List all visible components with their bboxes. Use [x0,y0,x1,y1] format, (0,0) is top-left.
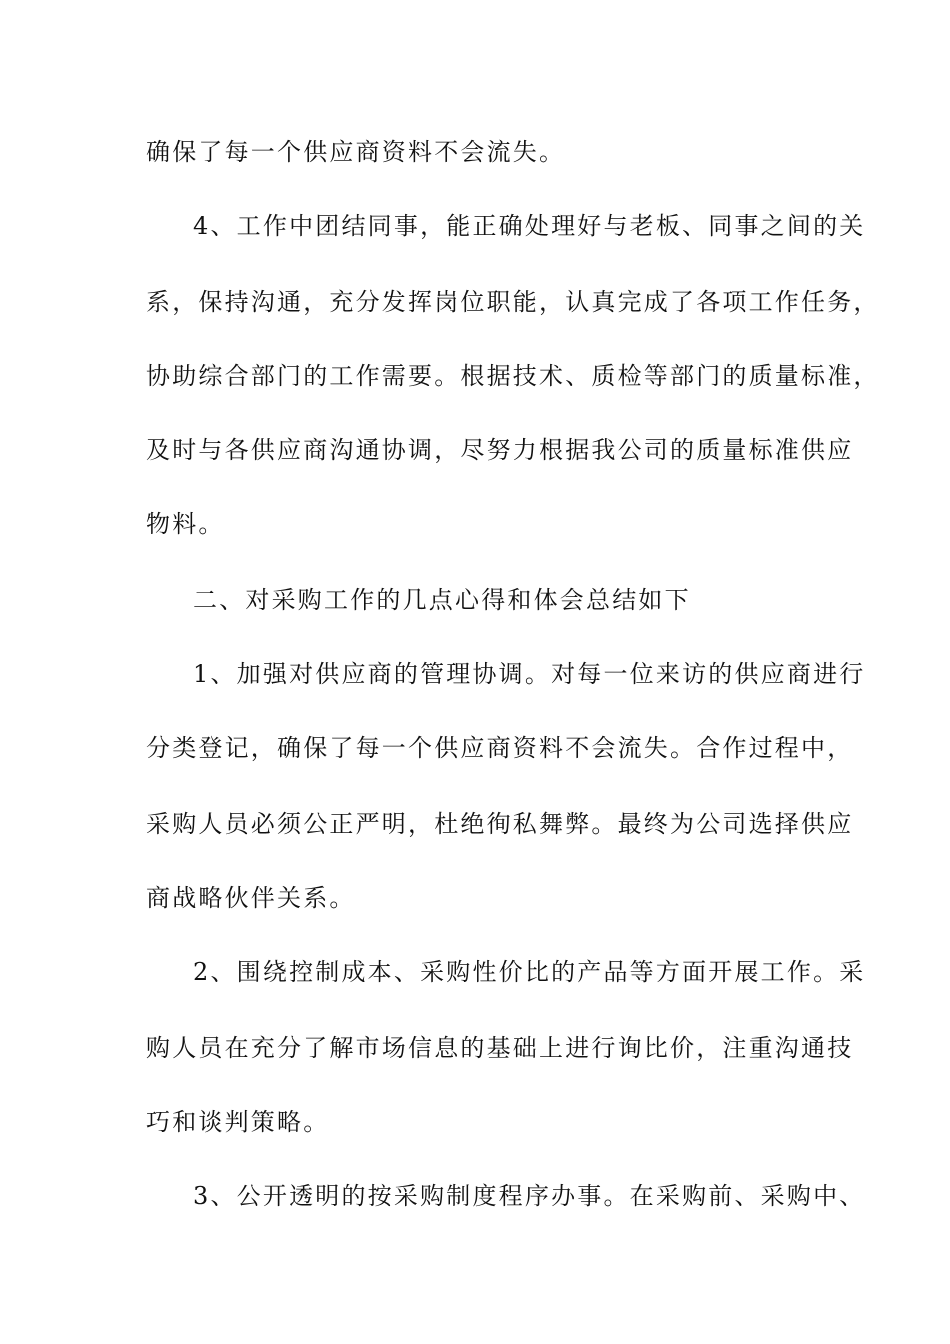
paragraph-3-line-1: 3、公开透明的按采购制度程序办事。在采购前、采购中、 [193,1182,866,1210]
section-heading: 二、对采购工作的几点心得和体会总结如下 [193,586,691,614]
text-line: 购人员在充分了解市场信息的基础上进行询比价，注重沟通技 [146,1034,854,1062]
paragraph-4-line-1: 4、工作中团结同事，能正确处理好与老板、同事之间的关 [193,212,866,240]
paragraph-1-line-1: 1、加强对供应商的管理协调。对每一位来访的供应商进行 [193,660,866,688]
text-line: 商战略伙伴关系。 [146,884,356,912]
text-line: 分类登记，确保了每一个供应商资料不会流失。合作过程中， [146,734,854,762]
text-line: 确保了每一个供应商资料不会流失。 [146,138,566,166]
text-line: 协助综合部门的工作需要。根据技术、质检等部门的质量标准， [146,362,880,390]
text-line: 巧和谈判策略。 [146,1108,330,1136]
paragraph-2-line-1: 2、围绕控制成本、采购性价比的产品等方面开展工作。采 [193,958,866,986]
text-line: 采购人员必须公正严明，杜绝徇私舞弊。最终为公司选择供应 [146,810,854,838]
text-line: 及时与各供应商沟通协调，尽努力根据我公司的质量标准供应 [146,436,854,464]
text-line: 系，保持沟通，充分发挥岗位职能，认真完成了各项工作任务， [146,288,880,316]
text-line: 物料。 [146,510,225,538]
